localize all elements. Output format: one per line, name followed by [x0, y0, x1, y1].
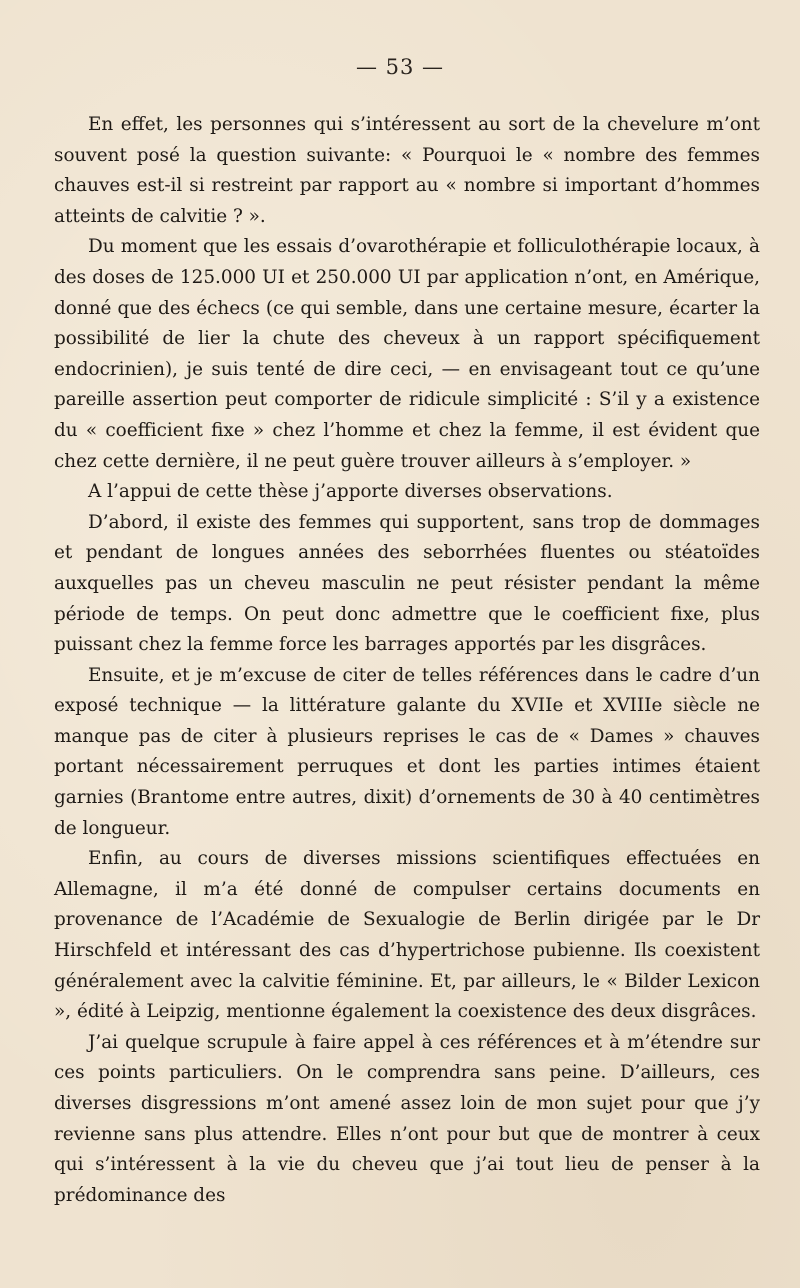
paragraph-5: Ensuite, et je m’excuse de citer de telles références dans le cadre d’un exposé technique — la littérature galante du XVIIe et XVIIIe siècle ne manque pas de citer à plusieurs reprises le cas de « Dames » chauves portant nécessairement perruques et dont les parties intimes étaient garnies (Brantome entre autres, dixit) d’ornements de 30 à 40 centimètres de longueur.	[54, 664, 760, 839]
paragraph-3: A l’appui de cette thèse j’apporte diverses observations.	[88, 481, 613, 503]
text-body	[54, 110, 760, 1211]
paragraph-6: Enfin, au cours de diverses missions scientifiques effectuées en Allemagne, il m’a été donné de compulser certains documents en provenance de l’Académie de Sexualogie de Berlin dirigée par le Dr Hirschfeld et intéressant des cas d’hypertrichose pubienne. Ils coexistent généralement avec la calvitie féminine. Et, par ailleurs, le « Bilder Lexicon », édité à Leipzig, mentionne également la coexistence des deux disgrâces.	[54, 848, 760, 1023]
paragraph-2: Du moment que les essais d’ovarothérapie et folliculothérapie locaux, à des doses de 125.000 UI et 250.000 UI par application n’ont, en Amérique, donné que des échecs (ce qui semble, dans une certaine mesure, écarter la possibilité de lier la chute des cheveux à un rapport spécifiquement endocrinien), je suis tenté de dire ceci, — en envisageant tout ce qu’une pareille assertion peut comporter de ridicule simplicité : S’il y a existence du « coefficient fixe » chez l’homme et chez la femme, il est évident que chez cette dernière, il ne peut guère trouver ailleurs à s’employer. »	[54, 236, 760, 472]
paragraph-7: J’ai quelque scrupule à faire appel à ces références et à m’étendre sur ces points particuliers. On le comprendra sans peine. D’ailleurs, ces diverses disgressions m’ont amené assez loin de mon sujet pour que j’y revienne sans plus attendre. Elles n’ont pour but que de montrer à ceux qui s’intéressent à la vie du cheveu que j’ai tout lieu de penser à la prédominance des	[54, 1031, 760, 1206]
page-number: — 53 —	[355, 55, 445, 79]
paragraph-4: D’abord, il existe des femmes qui supportent, sans trop de dommages et pendant de longues années des seborrhées fluentes ou stéatoïdes auxquelles pas un cheveu masculin ne peut résister pendant la même période de temps. On peut donc admettre que le coefficient fixe, plus puissant chez la femme force les barrages apportés par les disgrâces.	[54, 511, 760, 656]
paragraph-1: En effet, les personnes qui s’intéressent au sort de la chevelure m’ont souvent posé la question suivante: « Pourquoi le « nombre des femmes chauves est-il si restreint par rapport au « nombre si important d’hommes atteints de calvitie ? ».	[54, 114, 760, 227]
